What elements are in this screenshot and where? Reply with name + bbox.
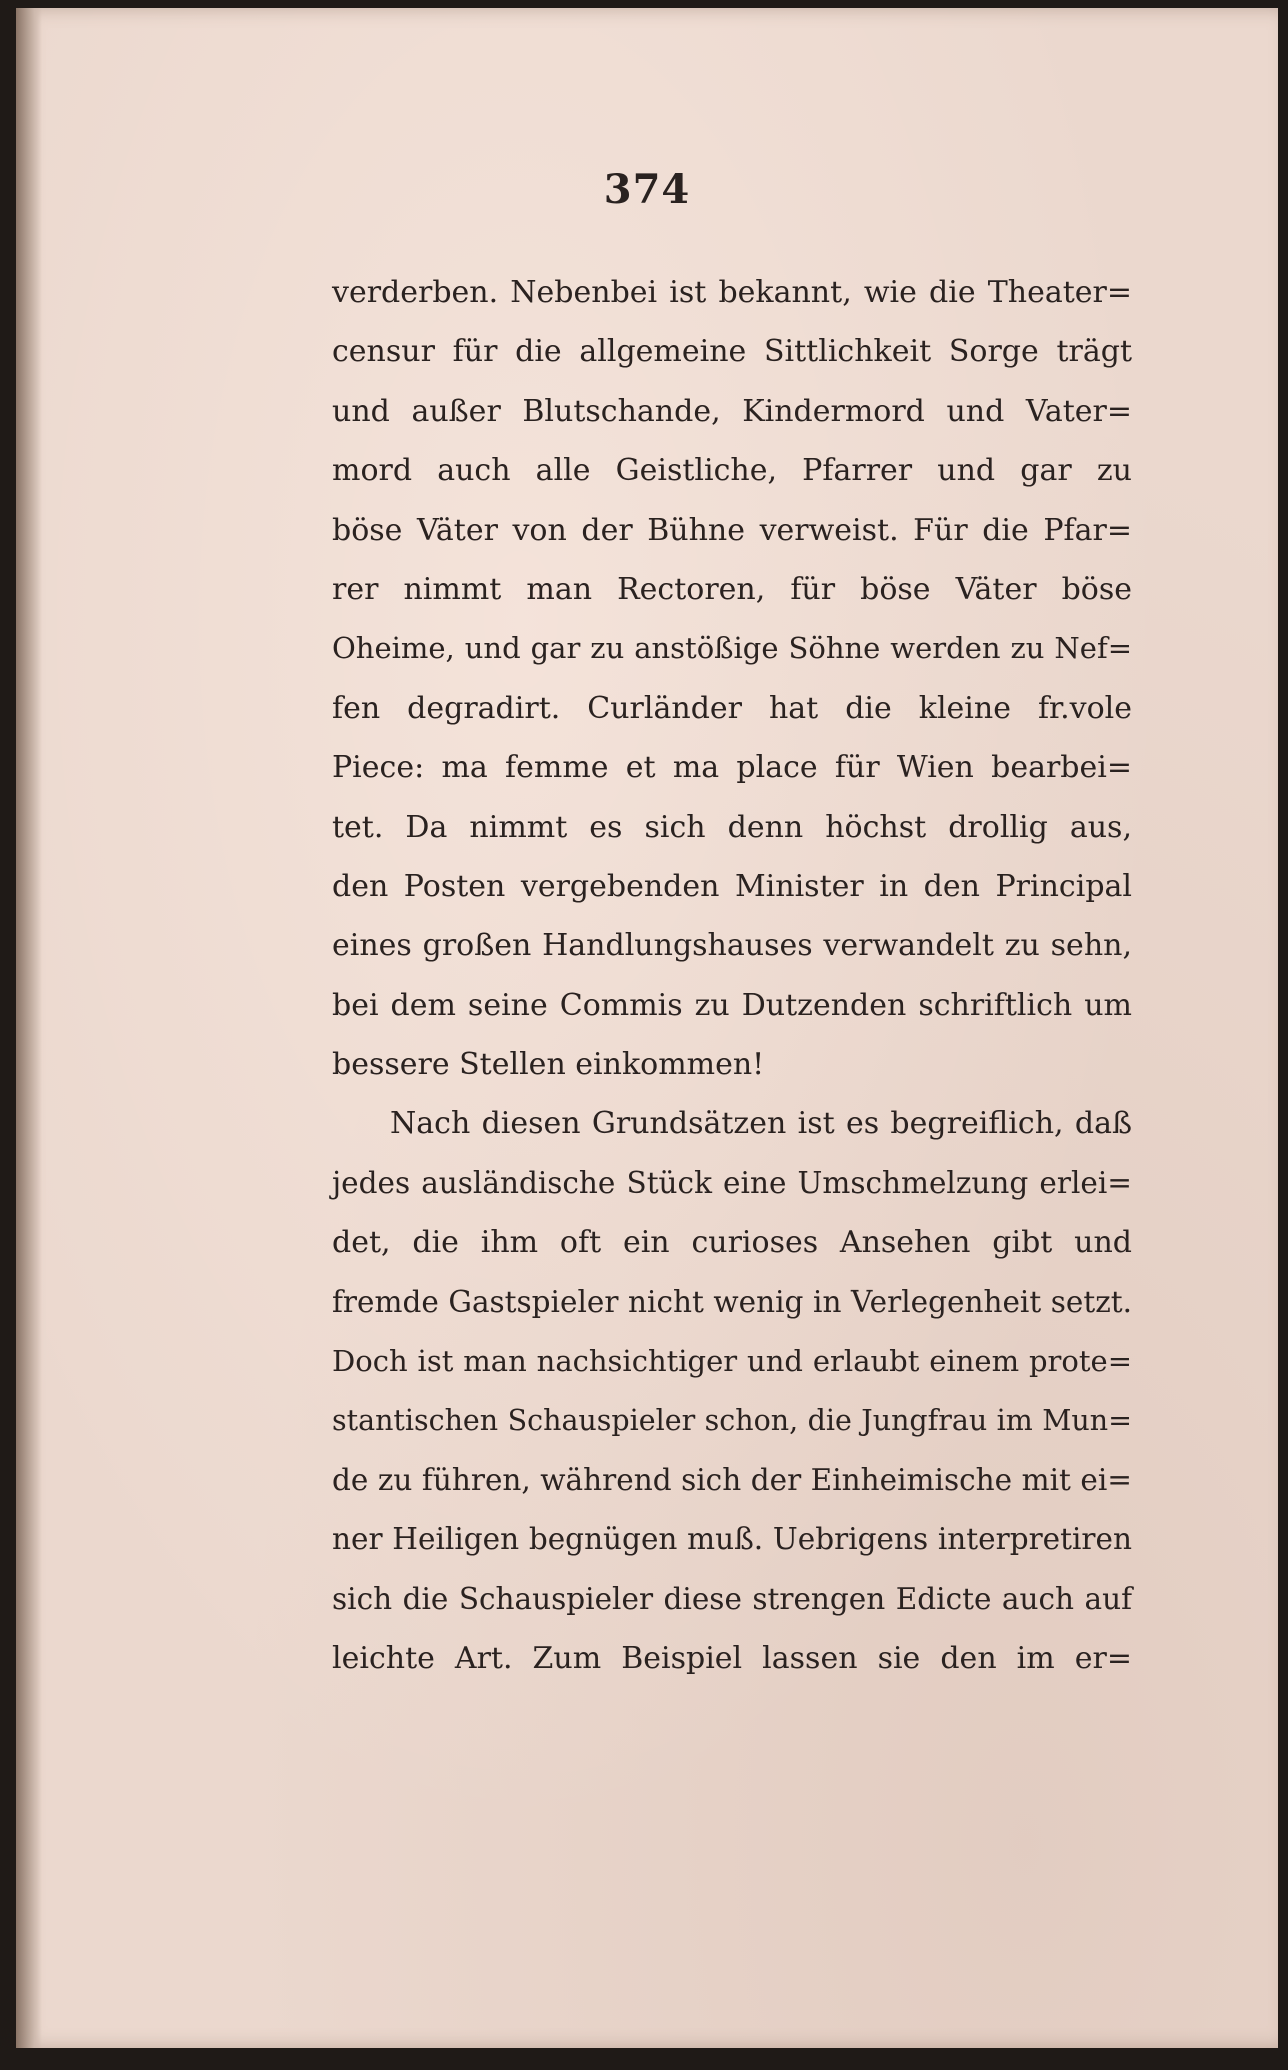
text-line: mord auch alle Geistliche, Pfarrer und gar zu xyxy=(332,453,1132,489)
paragraph-start-line: Nach diesen Grundsätzen ist es begreiflich, daß xyxy=(390,1106,1132,1142)
text-line: Doch ist man nachsichtiger und erlaubt einem prote= xyxy=(332,1344,1132,1379)
text-line: Piece: ma femme et ma place für Wien bearbei= xyxy=(332,750,1132,786)
page-gutter xyxy=(16,8,42,2048)
text-line: leichte Art. Zum Beispiel lassen sie den im er= xyxy=(332,1640,1132,1676)
text-line: Oheime, und gar zu anstößige Söhne werden zu Nef= xyxy=(332,631,1132,666)
text-line: eines großen Handlungshauses verwandelt zu sehn, xyxy=(332,928,1132,964)
text-line: ner Heiligen begnügen muß. Uebrigens interpretiren xyxy=(332,1522,1132,1557)
text-line: jedes ausländische Stück eine Umschmelzung erlei= xyxy=(332,1165,1132,1200)
text-line: stantischen Schauspieler schon, die Jungfrau im Mun= xyxy=(332,1404,1132,1438)
text-line: rer nimmt man Rectoren, für böse Väter böse xyxy=(332,571,1132,607)
text-line: fremde Gastspieler nicht wenig in Verlegenheit setzt. xyxy=(332,1284,1132,1319)
text-line: de zu führen, während sich der Einheimische mit ei= xyxy=(332,1462,1132,1497)
text-line: den Posten vergebenden Minister in den Principal xyxy=(332,868,1132,904)
text-line: fen degradirt. Curländer hat die kleine fr.vole xyxy=(332,690,1132,726)
book-page xyxy=(16,8,1278,2048)
page-number: 374 xyxy=(603,166,691,213)
text-line: censur für die allgemeine Sittlichkeit Sorge trägt xyxy=(332,334,1132,370)
text-line: sich die Schauspieler diese strengen Edicte auch auf xyxy=(332,1581,1132,1616)
text-line: böse Väter von der Bühne verweist. Für die Pfar= xyxy=(332,512,1132,548)
body-text xyxy=(332,263,1132,1688)
text-line: bei dem seine Commis zu Dutzenden schriftlich um xyxy=(332,987,1132,1023)
text-line: verderben. Nebenbei ist bekannt, wie die Theater= xyxy=(332,275,1132,310)
paragraph-end-line: bessere Stellen einkommen! xyxy=(332,1047,765,1083)
text-line: und außer Blutschande, Kindermord und Vater= xyxy=(332,393,1132,429)
text-line: det, die ihm oft ein curioses Ansehen gibt und xyxy=(332,1225,1132,1261)
text-line: tet. Da nimmt es sich denn höchst drollig aus, xyxy=(332,809,1132,845)
